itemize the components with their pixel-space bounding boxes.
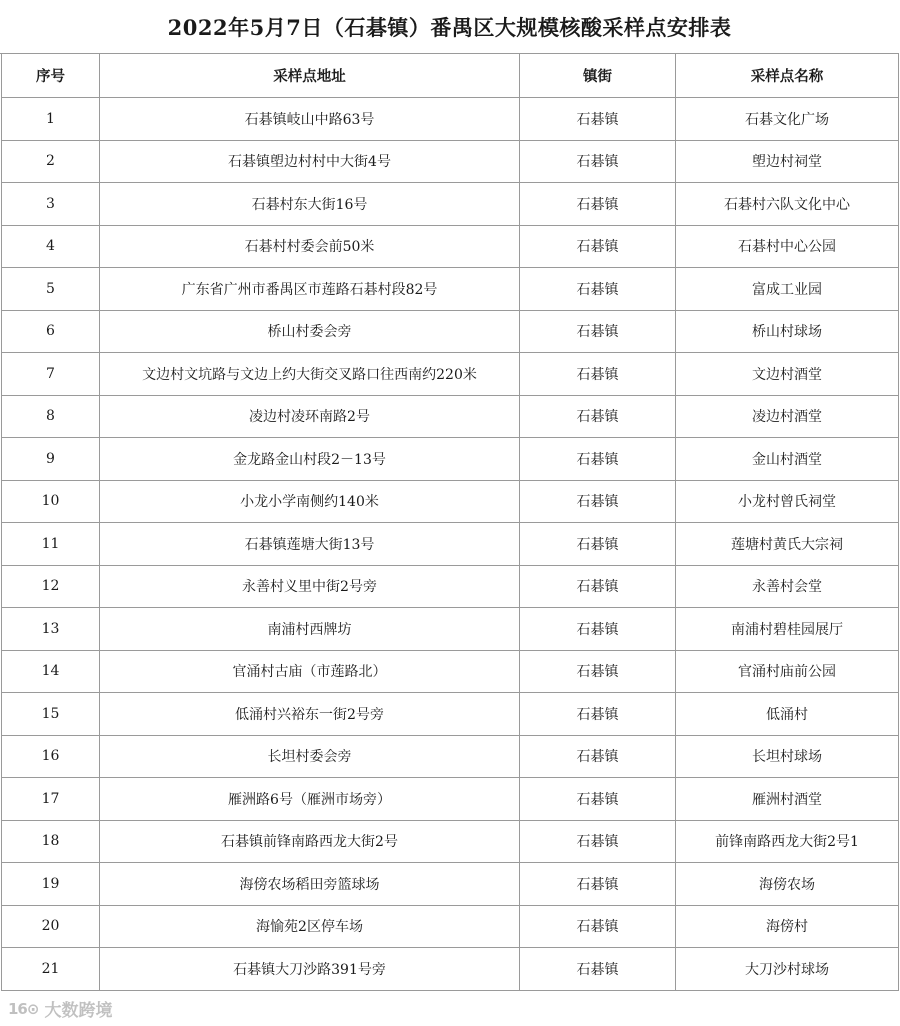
cell-index: 16 <box>2 735 100 778</box>
cell-town: 石碁镇 <box>520 693 676 736</box>
cell-address: 永善村义里中街2号旁 <box>100 565 520 608</box>
cell-address: 石碁村东大街16号 <box>100 183 520 226</box>
cell-index: 10 <box>2 480 100 523</box>
table-row <box>2 140 899 183</box>
cell-address: 低涌村兴裕东一街2号旁 <box>100 693 520 736</box>
cell-town: 石碁镇 <box>520 948 676 991</box>
watermark <box>8 996 112 1021</box>
cell-address: 文边村文坑路与文边上约大街交叉路口往西南约220米 <box>100 353 520 396</box>
table-row <box>2 735 899 778</box>
table-row <box>2 565 899 608</box>
table-row <box>2 948 899 991</box>
table-row <box>2 863 899 906</box>
cell-site-name: 南浦村碧桂园展厅 <box>676 608 899 651</box>
cell-town: 石碁镇 <box>520 438 676 481</box>
header-town: 镇街 <box>520 54 676 98</box>
cell-index: 17 <box>2 778 100 821</box>
cell-index: 15 <box>2 693 100 736</box>
cell-town: 石碁镇 <box>520 820 676 863</box>
cell-index: 3 <box>2 183 100 226</box>
cell-site-name: 金山村酒堂 <box>676 438 899 481</box>
cell-site-name: 长坦村球场 <box>676 735 899 778</box>
page-title: 2022年5月7日（石碁镇）番禺区大规模核酸采样点安排表 <box>0 0 899 54</box>
table-row <box>2 225 899 268</box>
cell-address: 海愉苑2区停车场 <box>100 905 520 948</box>
cell-site-name: 石碁村六队文化中心 <box>676 183 899 226</box>
cell-address: 石碁镇莲塘大街13号 <box>100 523 520 566</box>
cell-town: 石碁镇 <box>520 905 676 948</box>
table-row <box>2 183 899 226</box>
cell-index: 14 <box>2 650 100 693</box>
cell-town: 石碁镇 <box>520 735 676 778</box>
watermark-logo: 16⊙ <box>8 999 39 1018</box>
cell-address: 官涌村古庙（市莲路北） <box>100 650 520 693</box>
table-row <box>2 353 899 396</box>
cell-town: 石碁镇 <box>520 183 676 226</box>
cell-town: 石碁镇 <box>520 480 676 523</box>
cell-index: 11 <box>2 523 100 566</box>
cell-address: 石碁镇塱边村村中大街4号 <box>100 140 520 183</box>
cell-index: 19 <box>2 863 100 906</box>
cell-index: 6 <box>2 310 100 353</box>
cell-index: 21 <box>2 948 100 991</box>
cell-site-name: 官涌村庙前公园 <box>676 650 899 693</box>
cell-address: 广东省广州市番禺区市莲路石碁村段82号 <box>100 268 520 311</box>
cell-town: 石碁镇 <box>520 523 676 566</box>
cell-town: 石碁镇 <box>520 778 676 821</box>
cell-town: 石碁镇 <box>520 863 676 906</box>
cell-town: 石碁镇 <box>520 353 676 396</box>
table-row <box>2 310 899 353</box>
header-site-name: 采样点名称 <box>676 54 899 98</box>
cell-town: 石碁镇 <box>520 565 676 608</box>
cell-town: 石碁镇 <box>520 310 676 353</box>
table-row <box>2 480 899 523</box>
cell-town: 石碁镇 <box>520 268 676 311</box>
cell-index: 1 <box>2 98 100 141</box>
cell-address: 金龙路金山村段2－13号 <box>100 438 520 481</box>
cell-site-name: 海傍村 <box>676 905 899 948</box>
cell-town: 石碁镇 <box>520 608 676 651</box>
table-header-row <box>2 54 899 98</box>
table-row <box>2 650 899 693</box>
table-row <box>2 268 899 311</box>
sampling-sites-table <box>1 53 899 991</box>
table-row <box>2 608 899 651</box>
header-index: 序号 <box>2 54 100 98</box>
cell-index: 12 <box>2 565 100 608</box>
cell-town: 石碁镇 <box>520 98 676 141</box>
table-row <box>2 438 899 481</box>
cell-index: 9 <box>2 438 100 481</box>
cell-index: 4 <box>2 225 100 268</box>
cell-index: 2 <box>2 140 100 183</box>
cell-site-name: 凌边村酒堂 <box>676 395 899 438</box>
cell-index: 5 <box>2 268 100 311</box>
cell-address: 石碁镇前锋南路西龙大街2号 <box>100 820 520 863</box>
table-body <box>2 98 899 991</box>
table-row <box>2 820 899 863</box>
cell-address: 石碁镇大刀沙路391号旁 <box>100 948 520 991</box>
cell-town: 石碁镇 <box>520 650 676 693</box>
cell-site-name: 富成工业园 <box>676 268 899 311</box>
cell-index: 8 <box>2 395 100 438</box>
cell-site-name: 大刀沙村球场 <box>676 948 899 991</box>
cell-site-name: 雁洲村酒堂 <box>676 778 899 821</box>
table-row <box>2 523 899 566</box>
cell-town: 石碁镇 <box>520 140 676 183</box>
cell-site-name: 莲塘村黄氏大宗祠 <box>676 523 899 566</box>
table-row <box>2 778 899 821</box>
table-row <box>2 395 899 438</box>
cell-site-name: 低涌村 <box>676 693 899 736</box>
cell-site-name: 石碁村中心公园 <box>676 225 899 268</box>
table-row <box>2 905 899 948</box>
cell-index: 7 <box>2 353 100 396</box>
header-address: 采样点地址 <box>100 54 520 98</box>
cell-site-name: 石碁文化广场 <box>676 98 899 141</box>
cell-site-name: 文边村酒堂 <box>676 353 899 396</box>
cell-address: 凌边村凌环南路2号 <box>100 395 520 438</box>
table-row <box>2 98 899 141</box>
cell-town: 石碁镇 <box>520 395 676 438</box>
cell-site-name: 桥山村球场 <box>676 310 899 353</box>
cell-address: 石碁村村委会前50米 <box>100 225 520 268</box>
cell-address: 长坦村委会旁 <box>100 735 520 778</box>
cell-index: 13 <box>2 608 100 651</box>
cell-site-name: 永善村会堂 <box>676 565 899 608</box>
cell-address: 桥山村委会旁 <box>100 310 520 353</box>
cell-address: 石碁镇岐山中路63号 <box>100 98 520 141</box>
cell-town: 石碁镇 <box>520 225 676 268</box>
cell-index: 18 <box>2 820 100 863</box>
cell-address: 雁洲路6号（雁洲市场旁） <box>100 778 520 821</box>
cell-index: 20 <box>2 905 100 948</box>
table-row <box>2 693 899 736</box>
cell-site-name: 海傍农场 <box>676 863 899 906</box>
cell-site-name: 塱边村祠堂 <box>676 140 899 183</box>
cell-site-name: 小龙村曾氏祠堂 <box>676 480 899 523</box>
cell-address: 南浦村西牌坊 <box>100 608 520 651</box>
cell-site-name: 前锋南路西龙大街2号1 <box>676 820 899 863</box>
cell-address: 小龙小学南侧约140米 <box>100 480 520 523</box>
watermark-text: 大数跨境 <box>44 1001 113 1021</box>
cell-address: 海傍农场稻田旁篮球场 <box>100 863 520 906</box>
